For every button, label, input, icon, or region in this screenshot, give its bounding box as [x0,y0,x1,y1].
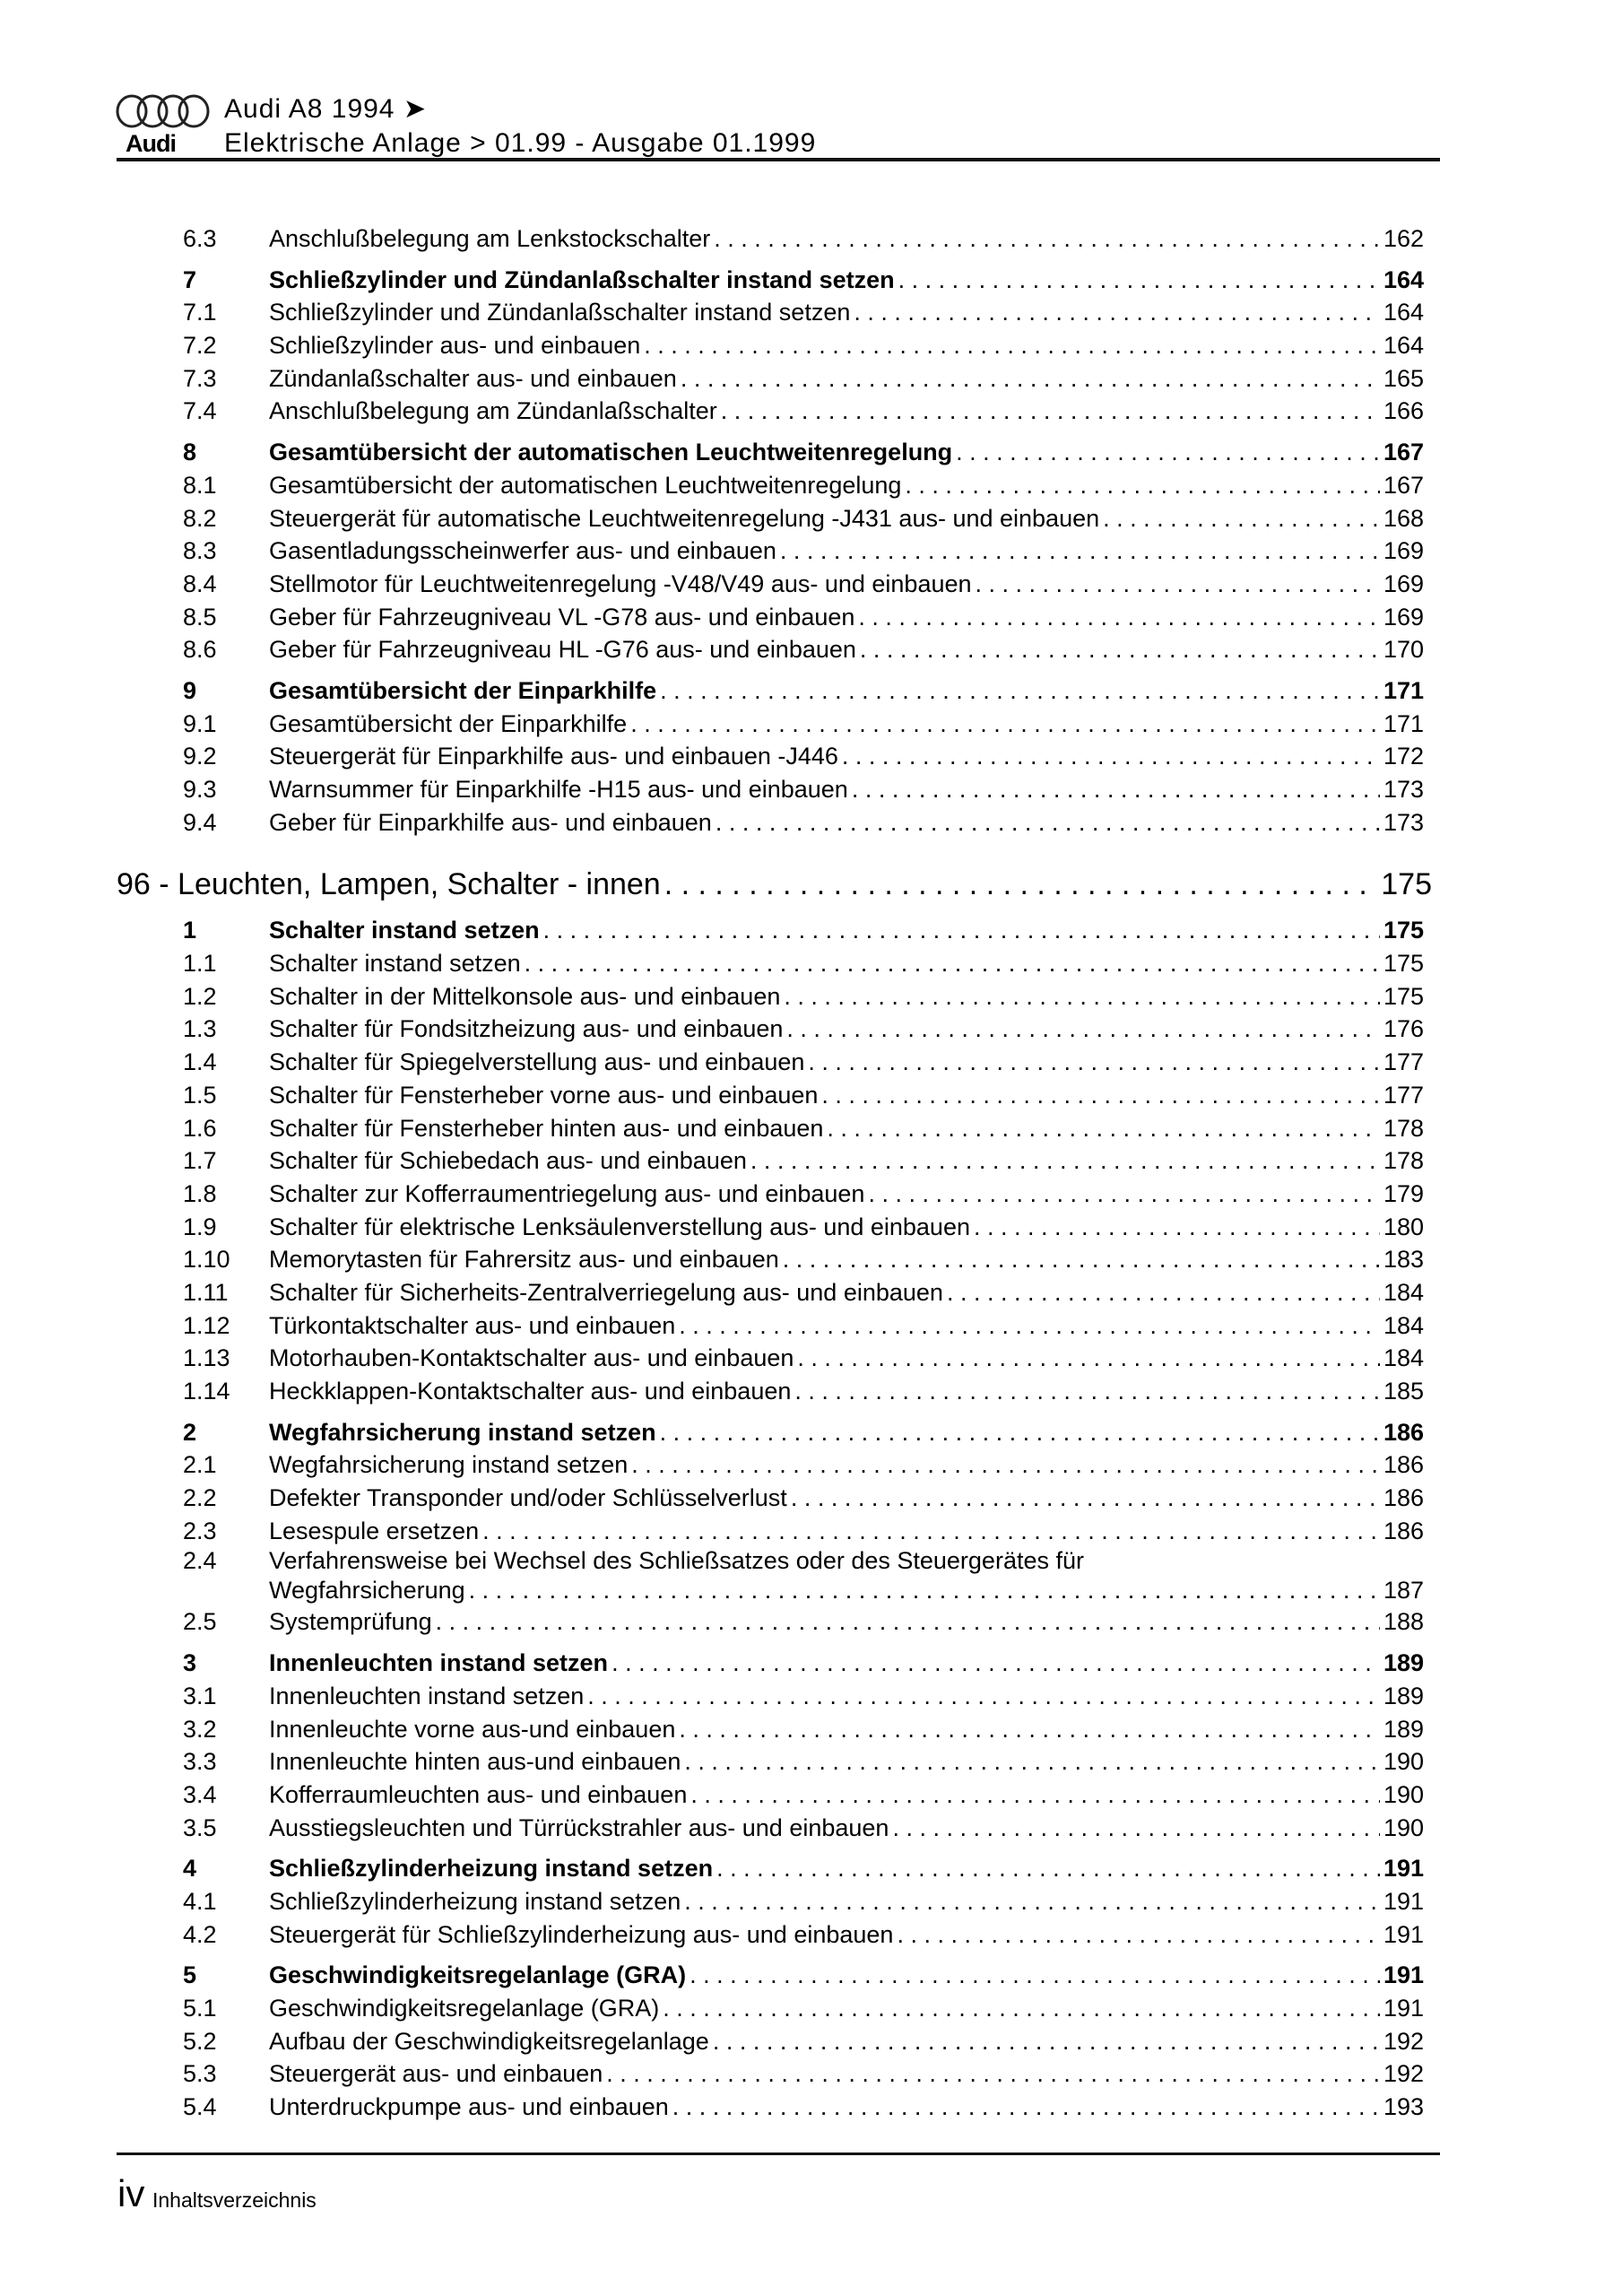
toc-entry[interactable] [117,708,1435,741]
toc-entry-page: 180 [1383,1213,1424,1240]
dot-leader [897,1918,1380,1952]
toc-entry-number: 3.2 [183,1715,217,1743]
toc-entry-number: 8.5 [183,603,217,631]
toc-entry-page: 162 [1383,225,1424,252]
toc-entry-number: 9.2 [183,743,217,770]
toc-entry-title: Verfahrensweise bei Wechsel des Schließsatzes oder des Steuergerätes für [269,1547,1084,1575]
toc-entry[interactable] [117,1779,1435,1812]
footer-divider [117,2152,1440,2155]
toc-entry[interactable] [117,980,1435,1013]
toc-entry-number: 9.3 [183,776,217,803]
toc-entry-number: 5 [183,1961,197,1989]
toc-entry[interactable] [117,1178,1435,1211]
dot-leader [786,1013,1380,1046]
toc-entry-title: Schließzylinder und Zündanlaßschalter instand setzen [269,299,851,326]
toc-entry-page: 179 [1383,1179,1424,1207]
toc-entry-number: 2 [183,1418,197,1446]
toc-entry-line1 [117,1547,1435,1575]
toc-entry-title: Lesespule ersetzen [269,1517,480,1544]
dot-leader [714,222,1380,256]
toc-section[interactable] [117,1416,1435,1449]
dot-leader [783,1243,1380,1276]
toc-entry-title: Defekter Transponder und/oder Schlüsselverlust [269,1484,787,1512]
toc-entry-line2 [117,1575,1435,1605]
toc-entry[interactable] [117,1992,1435,2025]
toc-entry-title: Innenleuchten instand setzen [269,1682,585,1709]
toc-entry[interactable] [117,2057,1435,2091]
toc-entry-title: Innenleuchte vorne aus-und einbauen [269,1715,676,1743]
toc-entry[interactable] [117,296,1435,329]
toc-entry-title: Schalter zur Kofferraumentriegelung aus- und einbauen [269,1179,865,1207]
dot-leader [587,1680,1380,1713]
dot-leader [436,1605,1380,1639]
toc-entry-number: 3 [183,1649,197,1677]
toc-entry-number: 1.2 [183,982,217,1010]
footer-label: Inhaltsverzeichnis [152,2188,317,2212]
toc-entry-page: 191 [1383,1961,1424,1989]
toc-entry-title: Schalter für Fondsitzheizung aus- und einbauen [269,1015,784,1043]
toc-entry-title: Warnsummer für Einparkhilfe -H15 aus- und einbauen [269,776,848,803]
dot-leader [1103,502,1380,535]
toc-entry-page: 191 [1383,1920,1424,1948]
toc-entry-title: Schließzylinderheizung instand setzen [269,1855,714,1883]
toc-entry-number: 1.10 [183,1246,230,1274]
dot-leader [905,469,1380,502]
header-title: Audi A8 1994 ➤ [224,94,427,124]
toc-entry[interactable] [117,773,1435,806]
toc-entry[interactable] [117,1144,1435,1178]
toc-entry-title: Geschwindigkeitsregelanlage (GRA) [269,1961,687,1989]
dot-leader [852,773,1380,806]
dot-leader [721,395,1380,428]
toc-entry-page: 193 [1383,2093,1424,2121]
dot-leader [797,1342,1380,1375]
toc-entry-page: 166 [1383,397,1424,425]
toc-entry-title: Schalter für Sicherheits-Zentralverriegelung aus- und einbauen [269,1278,943,1306]
toc-entry-number: 7.2 [183,332,217,360]
toc-entry-page: 167 [1383,439,1424,466]
toc-entry-page: 177 [1383,1048,1424,1076]
toc-entry-title: Schalter für Fensterheber hinten aus- und einbauen [269,1114,824,1142]
toc-entry-number: 2.1 [183,1451,217,1479]
toc-entry-title: Gasentladungsscheinwerfer aus- und einbauen [269,537,776,565]
dot-leader [860,633,1380,666]
toc-entry-title: Schließzylinder und Zündanlaßschalter instand setzen [269,265,895,293]
toc-entry-page: 192 [1383,2027,1424,2055]
toc-entry[interactable] [117,1680,1435,1713]
toc-entry-number: 8.1 [183,471,217,499]
toc-entry[interactable] [117,2025,1435,2058]
toc-entry-number: 2.5 [183,1608,217,1636]
toc-section[interactable] [117,264,1435,297]
dot-leader [956,436,1380,469]
toc-entry-title: Steuergerät für Einparkhilfe aus- und einbauen -J446 [269,743,838,770]
toc-entry-page: 173 [1383,776,1424,803]
toc-entry-number: 3.5 [183,1813,217,1841]
toc-section[interactable] [117,1647,1435,1680]
toc-entry-page: 183 [1383,1246,1424,1274]
toc-entry-title: Innenleuchten instand setzen [269,1649,609,1677]
toc-entry-number: 1 [183,917,197,944]
toc-entry-page: 167 [1383,471,1424,499]
dot-leader [842,740,1380,773]
toc-entry-number: 1.14 [183,1378,230,1405]
toc-section[interactable] [117,674,1435,708]
toc-entry-number: 1.5 [183,1081,217,1109]
toc-entry-title: Anschlußbelegung am Zündanlaßschalter [269,397,717,425]
toc-entry-page: 186 [1383,1418,1424,1446]
toc-entry-page: 186 [1383,1451,1424,1479]
dot-leader [482,1515,1380,1548]
toc-entry[interactable] [117,1211,1435,1244]
dot-leader [947,1276,1380,1309]
dot-leader [664,863,1378,906]
toc-entry-number: 7.4 [183,397,217,425]
toc-entry-title: Geber für Einparkhilfe aus- und einbauen [269,808,712,836]
toc-entry-title: Anschlußbelegung am Lenkstockschalter [269,225,711,252]
dot-leader [630,708,1380,741]
dot-leader [791,1482,1380,1515]
toc-entry-title: Ausstiegsleuchten und Türrückstrahler aus- und einbauen [269,1813,889,1841]
toc-entry-number: 5.4 [183,2093,217,2121]
toc-entry-title: 96 - Leuchten, Lampen, Schalter - innen [117,867,661,902]
header-divider [117,158,1440,161]
toc-entry-number: 1.11 [183,1278,229,1306]
toc-entry-number: 2.4 [183,1547,217,1575]
toc-entry-number: 8 [183,439,197,466]
toc-entry-page: 190 [1383,1813,1424,1841]
toc-entry-page: 175 [1383,917,1424,944]
toc-entry-title: Steuergerät für automatische Leuchtweitenregelung -J431 aus- und einbauen [269,504,1100,532]
toc-entry-title: Wegfahrsicherung instand setzen [269,1418,656,1446]
toc-entry-number: 1.3 [183,1015,217,1043]
toc-entry-title: Geber für Fahrzeugniveau HL -G76 aus- und einbauen [269,636,856,664]
toc-entry-number: 2.2 [183,1484,217,1512]
dot-leader [794,1375,1380,1408]
dot-leader [898,264,1380,297]
toc-entry-number: 8.3 [183,537,217,565]
toc-entry-page: 169 [1383,537,1424,565]
dot-leader [690,1959,1380,1992]
toc-entry-page: 171 [1383,676,1424,704]
toc-entry-title: Schalter in der Mittelkonsole aus- und einbauen [269,982,781,1010]
toc-entry-number: 5.2 [183,2027,217,2055]
toc-entry-page: 175 [1383,950,1424,978]
toc-entry-title: Schalter instand setzen [269,950,521,978]
toc-entry-number: 6.3 [183,225,217,252]
toc-entry[interactable] [117,1243,1435,1276]
toc-entry-page: 192 [1383,2060,1424,2088]
toc-chapter[interactable] [117,863,1435,906]
dot-leader [679,1713,1380,1746]
toc-entry[interactable] [117,1605,1435,1639]
toc-entry-page: 184 [1383,1344,1424,1372]
toc-entry-title: Wegfahrsicherung instand setzen [269,1451,629,1479]
toc-section[interactable] [117,914,1435,947]
toc-entry-page: 164 [1383,265,1424,293]
dot-leader [821,1079,1380,1112]
toc-entry[interactable] [117,1515,1435,1548]
toc-entry-page: 164 [1383,332,1424,360]
toc-entry-title: Türkontaktschalter aus- und einbauen [269,1311,676,1339]
toc-entry-title: Heckklappen-Kontaktschalter aus- und einbauen [269,1378,792,1405]
dot-leader [858,601,1380,634]
toc-entry-number: 8.6 [183,636,217,664]
toc-entry[interactable] [117,329,1435,362]
toc-entry[interactable] [117,1112,1435,1145]
toc-entry-page: 172 [1383,743,1424,770]
toc-entry[interactable] [117,1745,1435,1779]
toc-entry-title: Schalter für Fensterheber vorne aus- und einbauen [269,1081,819,1109]
dot-leader [976,568,1380,601]
toc-entry-page: 169 [1383,570,1424,597]
toc-entry-number: 5.3 [183,2060,217,2088]
toc-entry-title: Gesamtübersicht der automatischen Leuchtweitenregelung [269,471,902,499]
toc-entry-number: 1.8 [183,1179,217,1207]
dot-leader [525,947,1380,980]
toc-entry-title: Kofferraumleuchten aus- und einbauen [269,1780,688,1808]
dot-leader [660,674,1380,708]
toc-entry-page: 189 [1383,1715,1424,1743]
toc-entry-number: 7.3 [183,364,217,392]
toc-entry-title: Motorhauben-Kontaktschalter aus- und einbauen [269,1344,794,1372]
toc-entry-page: 186 [1383,1484,1424,1512]
toc-entry-page: 178 [1383,1114,1424,1142]
toc-entry-page: 184 [1383,1311,1424,1339]
dot-leader [868,1178,1380,1211]
toc-entry[interactable] [117,222,1435,256]
toc-entry-page: 165 [1383,364,1424,392]
toc-entry[interactable] [117,1918,1435,1952]
toc-entry-number: 4.1 [183,1887,217,1915]
toc-entry-page: 186 [1383,1517,1424,1544]
toc-entry-page: 191 [1383,1995,1424,2022]
dot-leader [974,1211,1380,1244]
dot-leader [808,1046,1380,1079]
toc-entry-number: 4 [183,1855,197,1883]
toc-entry-page: 177 [1383,1081,1424,1109]
toc-entry[interactable] [117,502,1435,535]
toc-entry-title: Memorytasten für Fahrersitz aus- und einbauen [269,1246,779,1274]
dot-leader [679,1309,1380,1343]
dot-leader [713,2025,1380,2058]
toc-entry-number: 2.3 [183,1517,217,1544]
toc-entry[interactable] [117,1309,1435,1343]
toc-entry[interactable] [117,2091,1435,2124]
toc-entry[interactable] [117,568,1435,601]
toc-entry[interactable] [117,947,1435,980]
toc-entry[interactable] [117,1276,1435,1309]
toc-entry-page: 169 [1383,603,1424,631]
toc-entry-number: 9 [183,676,197,704]
dot-leader [784,980,1380,1013]
toc-entry-title: Innenleuchte hinten aus-und einbauen [269,1748,681,1776]
toc-entry-title: Schließzylinder aus- und einbauen [269,332,641,360]
toc-entry-page: 191 [1383,1887,1424,1915]
toc-entry[interactable] [117,1482,1435,1515]
dot-leader [543,914,1380,947]
toc-entry[interactable] [117,1812,1435,1845]
dot-leader [716,806,1380,839]
dot-leader [690,1779,1380,1812]
toc-entry-number: 7.1 [183,299,217,326]
dot-leader [681,362,1380,396]
dot-leader [631,1448,1380,1482]
toc-entry-page: 175 [1383,982,1424,1010]
toc-section[interactable] [117,1852,1435,1885]
toc-entry-title: Schalter für Schiebedach aus- und einbauen [269,1147,747,1175]
toc-entry-page: 171 [1383,709,1424,737]
toc-entry-title-continued: Wegfahrsicherung [269,1577,465,1605]
dot-leader [672,2091,1380,2124]
toc-entry-title: Gesamtübersicht der Einparkhilfe [269,676,657,704]
toc-entry-page: 189 [1383,1682,1424,1709]
toc-entry-number: 5.1 [183,1995,217,2022]
toc-entry-title: Systemprüfung [269,1608,432,1636]
dot-leader [660,1416,1380,1449]
toc-entry-page: 176 [1383,1015,1424,1043]
toc-entry-number: 3.4 [183,1780,217,1808]
header-subtitle: Elektrische Anlage > 01.99 - Ausgabe 01.1999 [224,128,817,158]
toc-entry-title: Geschwindigkeitsregelanlage (GRA) [269,1995,660,2022]
toc-entry-number: 1.9 [183,1213,217,1240]
toc-entry-title: Geber für Fahrzeugniveau VL -G78 aus- und einbauen [269,603,855,631]
toc-entry[interactable] [117,1885,1435,1918]
toc-entry-page: 170 [1383,636,1424,664]
toc-entry-number: 7 [183,265,197,293]
toc-entry-page: 175 [1381,867,1432,902]
toc-entry-title: Aufbau der Geschwindigkeitsregelanlage [269,2027,709,2055]
toc-entry-page: 173 [1383,808,1424,836]
toc-entry[interactable] [117,1046,1435,1079]
toc-entry-page: 191 [1383,1855,1424,1883]
dot-leader [780,535,1380,568]
dot-leader [716,1852,1380,1885]
dot-leader [684,1745,1380,1779]
table-of-contents [117,222,1435,2124]
toc-entry[interactable] [117,1375,1435,1408]
toc-entry-page: 185 [1383,1378,1424,1405]
toc-entry-page: 164 [1383,299,1424,326]
toc-entry-page: 188 [1383,1608,1424,1636]
toc-entry-number: 1.13 [183,1344,230,1372]
toc-entry[interactable] [117,1079,1435,1112]
dot-leader [854,296,1380,329]
toc-entry-number: 8.2 [183,504,217,532]
toc-entry-title: Steuergerät für Schließzylinderheizung aus- und einbauen [269,1920,894,1948]
toc-entry-title: Gesamtübersicht der automatischen Leuchtweitenregelung [269,439,953,466]
page-number: iv [117,2172,145,2214]
audi-wordmark: Audi [126,130,176,157]
toc-entry-title: Gesamtübersicht der Einparkhilfe [269,709,628,737]
dot-leader [469,1575,1380,1605]
toc-entry[interactable] [117,362,1435,396]
dot-leader [663,1992,1380,2025]
toc-entry-page: 168 [1383,504,1424,532]
toc-entry-title: Schalter instand setzen [269,917,540,944]
toc-entry-page: 189 [1383,1649,1424,1677]
audi-rings-logo [115,93,212,134]
toc-entry[interactable] [117,395,1435,428]
toc-entry-number: 8.4 [183,570,217,597]
toc-entry[interactable] [117,1448,1435,1482]
toc-entry-title: Stellmotor für Leuchtweitenregelung -V48/V49 aus- und einbauen [269,570,972,597]
toc-entry-number: 1.4 [183,1048,217,1076]
toc-entry[interactable] [117,1713,1435,1746]
toc-entry[interactable] [117,806,1435,839]
toc-entry[interactable] [117,633,1435,666]
dot-leader [606,2057,1380,2091]
toc-section[interactable] [117,436,1435,469]
toc-entry-number: 3.3 [183,1748,217,1776]
toc-entry-title: Schalter für Spiegelverstellung aus- und einbauen [269,1048,805,1076]
dot-leader [827,1112,1380,1145]
toc-entry-page: 178 [1383,1147,1424,1175]
toc-entry-number: 9.1 [183,709,217,737]
toc-entry-title: Steuergerät aus- und einbauen [269,2060,603,2088]
toc-entry-number: 4.2 [183,1920,217,1948]
toc-entry[interactable] [117,601,1435,634]
toc-entry[interactable] [117,535,1435,568]
toc-entry[interactable] [117,1342,1435,1375]
dot-leader [612,1647,1380,1680]
toc-entry-number: 3.1 [183,1682,217,1709]
toc-entry[interactable] [117,740,1435,773]
toc-section[interactable] [117,1959,1435,1992]
toc-entry-title: Unterdruckpumpe aus- und einbauen [269,2093,669,2121]
toc-entry-number: 1.6 [183,1114,217,1142]
toc-entry-page: 190 [1383,1780,1424,1808]
toc-entry-title: Schalter für elektrische Lenksäulenverstellung aus- und einbauen [269,1213,970,1240]
dot-leader [684,1885,1380,1918]
toc-entry[interactable] [117,469,1435,502]
toc-entry-number: 1.12 [183,1311,230,1339]
toc-entry-title: Schließzylinderheizung instand setzen [269,1887,681,1915]
toc-entry-number: 9.4 [183,808,217,836]
toc-entry-page: 190 [1383,1748,1424,1776]
dot-leader [750,1144,1380,1178]
toc-entry-page: 187 [1383,1577,1424,1605]
toc-entry-title: Zündanlaßschalter aus- und einbauen [269,364,677,392]
toc-entry-number: 1.7 [183,1147,217,1175]
toc-entry[interactable] [117,1547,1435,1605]
toc-entry-number: 1.1 [183,950,217,978]
dot-leader [644,329,1380,362]
toc-entry[interactable] [117,1013,1435,1046]
dot-leader [892,1812,1380,1845]
toc-entry-page: 184 [1383,1278,1424,1306]
